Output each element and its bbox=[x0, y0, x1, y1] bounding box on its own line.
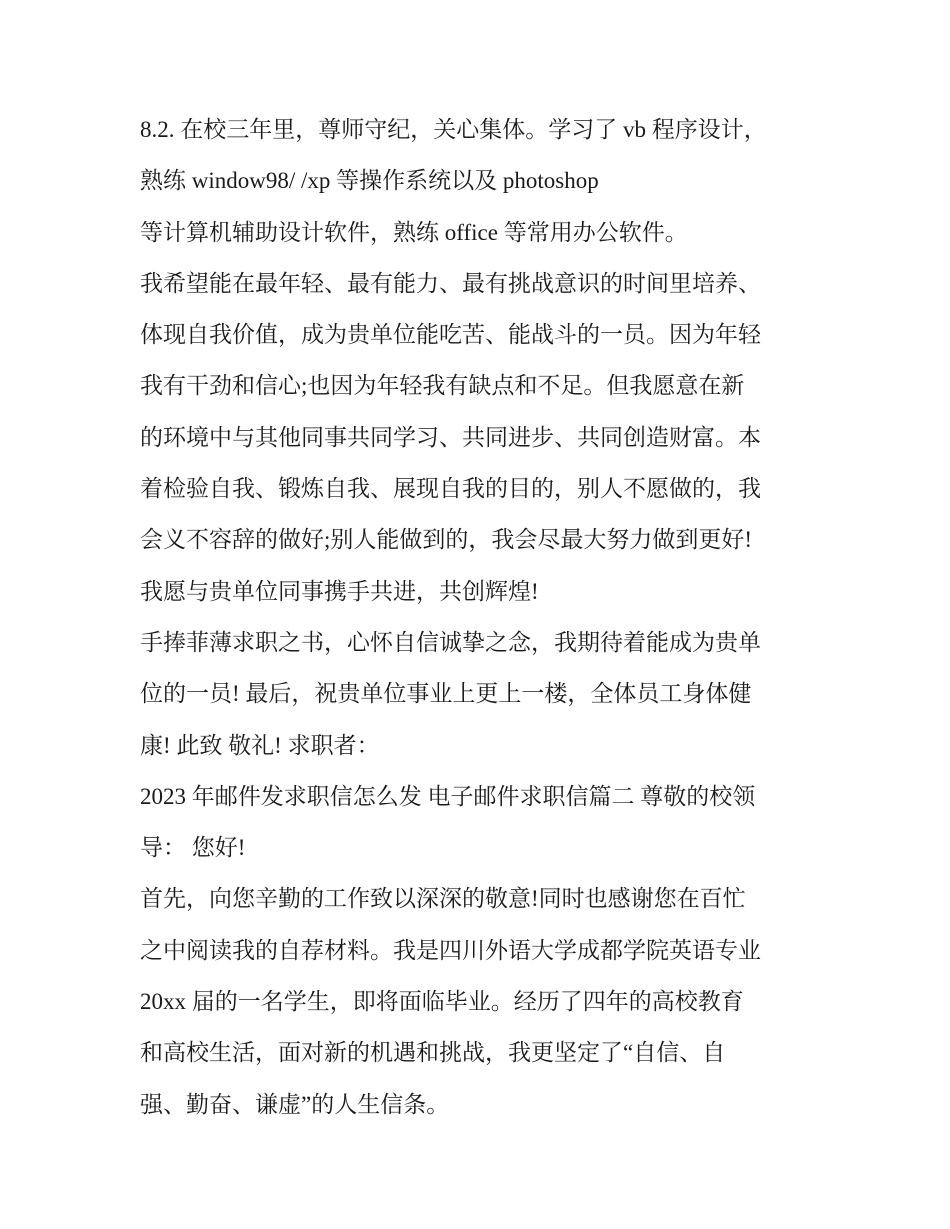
text-line: 2023 年邮件发求职信怎么发 电子邮件求职信篇二 尊敬的校领 bbox=[140, 783, 756, 809]
text-line: 20xx 届的一名学生，即将面临毕业。经历了四年的高校教育 bbox=[140, 989, 744, 1015]
text-line: 手捧菲薄求职之书，心怀自信诚挚之念，我期待着能成为贵单 bbox=[140, 629, 761, 655]
document-body bbox=[140, 104, 840, 1130]
text-line: 熟练 window98/ /xp 等操作系统以及 photoshop bbox=[140, 168, 599, 194]
text-line: 我有干劲和信心;也因为年轻我有缺点和不足。但我愿意在新 bbox=[140, 373, 745, 399]
text-line: 之中阅读我的自荐材料。我是四川外语大学成都学院英语专业 bbox=[140, 937, 761, 963]
text-line: 和高校生活，面对新的机遇和挑战，我更坚定了“自信、自 bbox=[140, 1040, 726, 1066]
text-line: 位的一员! 最后，祝贵单位事业上更上一楼，全体员工身体健 bbox=[140, 681, 752, 707]
text-line: 我愿与贵单位同事携手共进，共创辉煌! bbox=[140, 578, 539, 604]
text-line: 我希望能在最年轻、最有能力、最有挑战意识的时间里培养、 bbox=[140, 270, 761, 296]
text-line: 着检验自我、锻炼自我、展现自我的目的，别人不愿做的，我 bbox=[140, 476, 761, 502]
text-line: 会义不容辞的做好;别人能做到的，我会尽最大努力做到更好! bbox=[140, 527, 753, 553]
text-line: 8.2. 在校三年里，尊师守纪，关心集体。学习了 vb 程序设计， bbox=[140, 117, 767, 142]
text-line: 首先，向您辛勤的工作致以深深的敬意!同时也感谢您在百忙 bbox=[140, 886, 746, 912]
text-line: 强、勤奋、谦虚”的人生信条。 bbox=[140, 1091, 450, 1117]
text-line: 康! 此致 敬礼! 求职者： bbox=[140, 732, 380, 758]
text-line: 导： 您好! bbox=[140, 835, 246, 861]
text-line: 体现自我价值，成为贵单位能吃苦、能战斗的一员。因为年轻 bbox=[140, 322, 761, 348]
text-line: 的环境中与其他同事共同学习、共同进步、共同创造财富。本 bbox=[140, 424, 761, 450]
text-line: 等计算机辅助设计软件，熟练 office 等常用办公软件。 bbox=[140, 219, 688, 245]
